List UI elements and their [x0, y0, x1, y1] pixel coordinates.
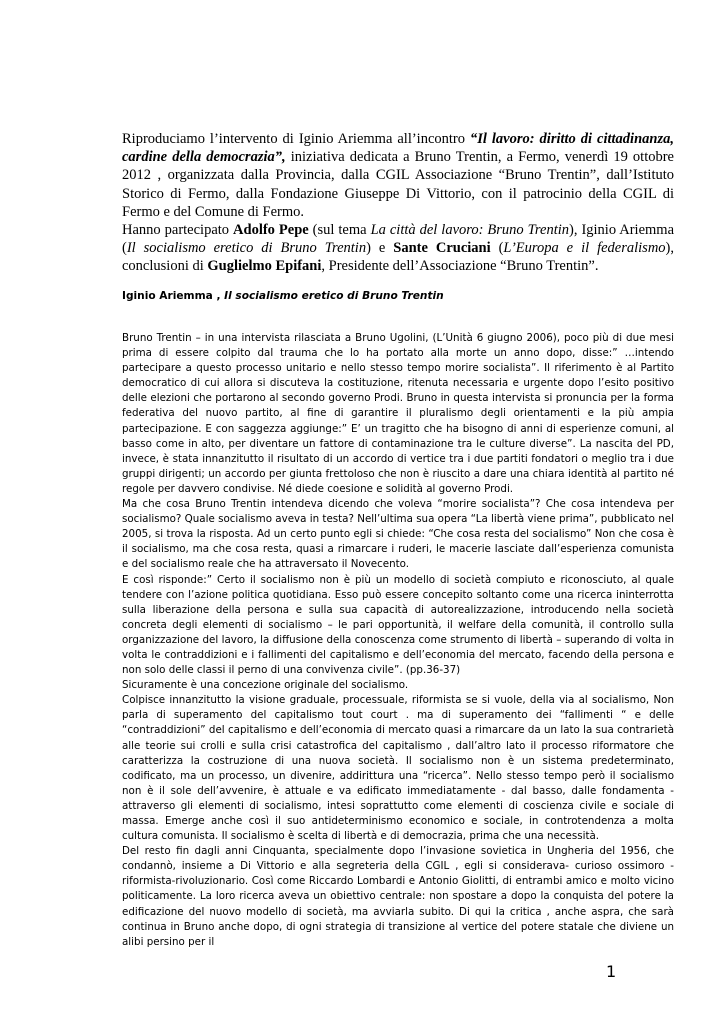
event-title: “Il lavoro: diritto di cittadinanza, cardine della democrazia”, [122, 131, 674, 166]
intro-text: iniziativa dedicata a Bruno Trentin, a Fermo, venerdì 19 ottobre 2012 , organizzata dalla Provincia, dalla CGIL Associazione “Bruno Trentin”, dall’Istituto Storico di Fermo, dalla Fondazione Giuseppe Di Vittorio, con il patrocinio della CGIL di Fermo e del Comune di Fermo. [122, 149, 674, 220]
body-paragraph: Colpisce innanzitutto la visione graduale, processuale, riformista se si vuole, della via al socialismo, Non parla di superamento del capitalismo tout court . ma di superamento dei “fallimenti “ e delle “contraddizioni” del capitalismo e dell’economia di mercato quasi a rimarcare da un lato la sua contrarietà alle teorie sui crolli e sulla crisi catastrofica del capitalismo , dall’altro lato il processo riformatore che caratterizza la costruzione di una nuova società. Il socialismo non è un sistema predeterminato, codificato, ma un processo, un divenire, addirittura una “ricerca”. Nello stesso tempo però il socialismo non è il sole dell’avvenire, è attuale e va edificato immediatamente - dal basso, dalle fondamenta - attraverso gli elementi di socialismo, intesi soprattutto come elementi di coscienza civile e sociale di massa. Emerge anche così il suo antideterminismo economico e sociale, in controtendenza a molta cultura comunista. Il socialismo è scelta di libertà e di democrazia, prima che una necessità. [122, 694, 674, 843]
intro-text: , Presidente dell’Associazione “Bruno Trentin”. [321, 258, 599, 275]
body-paragraph: Del resto fin dagli anni Cinquanta, specialmente dopo l’invasione sovietica in Ungheria del 1956, che condannò, insieme a Di Vittorio e alla segreteria della CGIL , egli si considerava- curioso ossimoro - riformista-rivoluzionario. Così come Riccardo Lombardi e Antonio Giolitti, di entrambi amico e molto vicino politicamente. La loro ricerca aveva un obiettivo centrale: non spostare a dopo la conquista del potere la edificazione del nuovo modello di società, ma avviarla subito. Di qui la critica , anche aspra, che sarà continua in Bruno anche dopo, di ogni strategia di transizione al vertice del potere statale che diviene un alibi persino per il [122, 845, 674, 948]
intro-sentence-2 [122, 221, 674, 276]
intro-paragraph [122, 130, 674, 276]
body-paragraph: Ma che cosa Bruno Trentin intendeva dicendo che voleva “morire socialista”? Che cosa intendeva per socialismo? Quale socialismo aveva in testa? Nell’ultima sua opera “La libertà viene prima”, pubblicato nel 2005, si trova la risposta. Ad un certo punto egli si chiede: “Che cosa resta del socialismo” Non che cosa è il socialismo, ma che cosa resta, quasi a rimarcare i ruderi, le macerie lasciate dall’esperienza comunista e del socialismo reale che ha attraversato il Novecento. [122, 498, 674, 571]
intro-text: ( [490, 240, 504, 257]
section-title: Il socialismo eretico di Bruno Trentin [224, 290, 444, 302]
talk-title: Il socialismo eretico di Bruno Trentin [126, 240, 367, 257]
article-body [122, 331, 674, 950]
intro-sentence-1 [122, 130, 674, 221]
intro-text: (sul tema [308, 222, 371, 239]
section-heading [122, 290, 674, 302]
speaker-name: Sante Cruciani [393, 240, 491, 257]
page-number: 1 [606, 962, 617, 981]
speaker-name: Adolfo Pepe [233, 222, 309, 239]
talk-title: La città del lavoro: Bruno Trentin [370, 222, 570, 239]
body-paragraph: Bruno Trentin – in una intervista rilasciata a Bruno Ugolini, (L’Unità 6 giugno 2006), poco più di due mesi prima di essere colpito dal trauma che lo ha portato alla morte un anno dopo, disse:” …intendo partecipare a questo processo unitario e nello stesso tempo morire socialista”. Il riferimento è al Partito democratico di cui allora si discuteva la costituzione, ritenuta necessaria e urgente dopo l’esito positivo delle elezioni che portarono al secondo governo Prodi. Bruno in questa intervista si pronuncia per la forma federativa del nuovo partito, al fine di garantire il pluralismo degli orientamenti e la più ampia partecipazione. E con saggezza aggiunge:” E’ un tragitto che ha bisogno di anni di esperienze comuni, al basso come in alto, per diventare un fattore di contaminazione tra le culture diverse”. La nascita del PD, invece, è stata innanzitutto il risultato di un accordo di vertice tra i due partiti fondatori o meglio tra i due gruppi dirigenti; un accordo per giunta frettoloso che non è riuscito a dare una chiara identità al partito né regole per davvero condivise. Né diede coesione e solidità al governo Prodi. [122, 332, 674, 495]
talk-title: L’Europa e il federalismo [503, 240, 666, 257]
body-paragraph: Sicuramente è una concezione originale del socialismo. [122, 679, 409, 692]
intro-text: ) e [366, 240, 394, 257]
speaker-name: Guglielmo Epifani [207, 258, 322, 275]
intro-text: Riproduciamo l’intervento di Iginio Ariemma all’incontro [122, 131, 470, 147]
intro-text: ), Iginio Ariemma ( [122, 222, 675, 257]
intro-text: ), conclusioni di [122, 240, 675, 275]
body-paragraph: E così risponde:” Certo il socialismo non è più un modello di società compiuto e riconosciuto, al quale tendere con l’azione politica quotidiana. Esso può essere concepito soltanto come una ricerca ininterrotta sulla liberazione della persona e sulla sua capacità di autorealizzazione, introducendo nella società concreta degli elementi di socialismo – le pari opportunità, il welfare della comunità, il controllo sulla organizzazione del lavoro, la diffusione della conoscenza come strumento di libertà – superando di volta in volta le contraddizioni e i fallimenti del capitalismo e dell’economia del mercato, facendo della persona e non solo delle classi il perno di una convivenza civile”. (pp.36-37) [122, 573, 674, 677]
intro-text: Hanno partecipato [122, 222, 234, 239]
section-author: Iginio Ariemma , [122, 290, 225, 302]
